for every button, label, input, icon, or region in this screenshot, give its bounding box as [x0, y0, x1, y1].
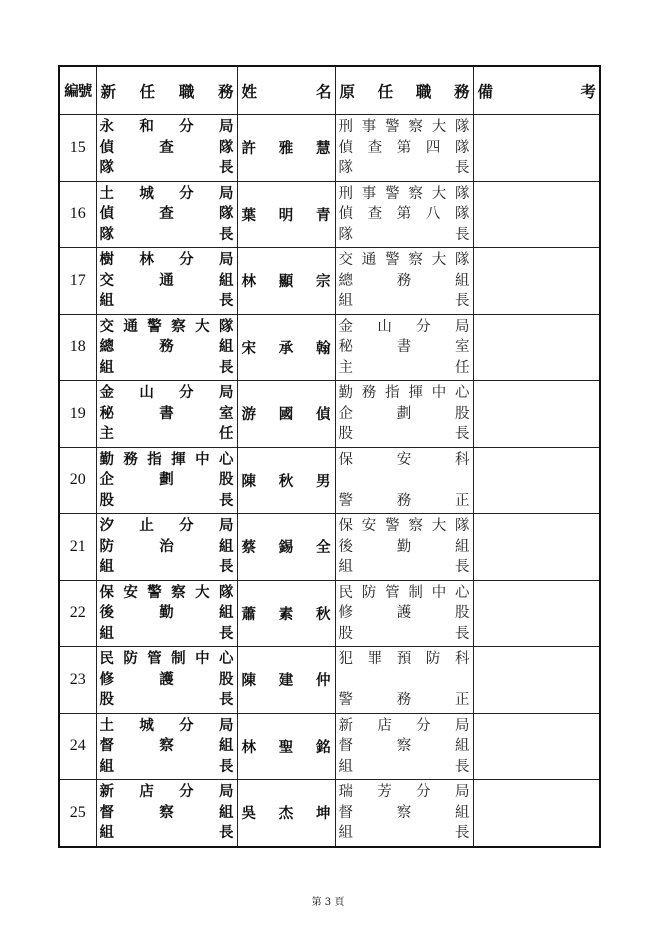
old-position-line: 保 安 科	[338, 451, 470, 468]
remarks-cell	[473, 580, 600, 647]
new-position-line: 督 察 組	[99, 803, 234, 821]
new-position-line: 股 長	[99, 691, 234, 708]
person-name-cell	[237, 381, 335, 448]
remarks-cell	[473, 314, 600, 381]
remarks-cell	[473, 181, 600, 248]
new-position-line: 隊 長	[99, 225, 234, 243]
old-position-line: 民 防 管 制 中 心	[338, 584, 470, 601]
old-position-line	[339, 670, 470, 691]
new-position-line: 民 防 管 制 中 心	[99, 650, 234, 667]
table-row	[59, 181, 600, 248]
person-name-cell	[237, 115, 335, 182]
old-position-line	[339, 470, 470, 491]
old-position-line: 隊 長	[338, 160, 470, 176]
old-position-line: 偵 查 第 四 隊	[338, 139, 470, 156]
old-position	[335, 713, 473, 780]
old-position-line: 勤 務 指 揮 中 心	[338, 385, 470, 401]
row-number: 22	[59, 580, 96, 647]
row-number: 24	[59, 713, 96, 780]
table-row	[59, 713, 600, 780]
remarks-cell	[473, 447, 600, 514]
new-position	[96, 381, 237, 448]
old-position-line: 瑞 芳 分 局	[338, 784, 470, 800]
person-name: 蕭 素 秋	[241, 605, 331, 623]
person-name: 陳 建 仲	[241, 672, 331, 690]
person-name-cell	[237, 447, 335, 514]
old-position-line: 警 務 正	[338, 692, 470, 708]
header-new-position: 新 任 職 務	[96, 66, 237, 115]
old-position-line: 交 通 警 察 大 隊	[338, 252, 470, 268]
old-position	[335, 580, 473, 647]
old-position-line: 組 長	[338, 559, 470, 575]
table-row	[59, 447, 600, 514]
old-position-line: 總 務 組	[338, 272, 470, 289]
remarks-cell	[473, 713, 600, 780]
person-name: 葉 明 青	[241, 206, 331, 224]
header-number: 編 號	[59, 66, 96, 115]
new-position	[96, 580, 237, 647]
header-remarks: 備 考	[473, 66, 600, 115]
old-position-line: 刑 事 警 察 大 隊	[338, 119, 470, 135]
new-position-line: 勤 務 指 揮 中 心	[99, 450, 234, 468]
table-row	[59, 115, 600, 182]
new-position	[96, 181, 237, 248]
old-position-line: 股 長	[338, 426, 470, 442]
remarks-cell	[473, 248, 600, 315]
old-position-line: 犯 罪 預 防 科	[338, 651, 470, 667]
person-name-cell	[237, 181, 335, 248]
old-position-line: 後 勤 組	[338, 538, 470, 555]
old-position-line: 秘 書 室	[338, 339, 470, 355]
new-position-line: 組 長	[99, 624, 234, 642]
table-row	[59, 381, 600, 448]
table-row	[59, 314, 600, 381]
new-position-line: 汐 止 分 局	[99, 517, 234, 534]
new-position-line: 保 安 警 察 大 隊	[99, 583, 234, 601]
new-position-line: 股 長	[99, 491, 234, 509]
new-position-line: 總 務 組	[99, 338, 234, 355]
new-position	[96, 115, 237, 182]
person-name: 吳 杰 坤	[241, 805, 331, 823]
person-name: 林 顯 宗	[241, 273, 331, 291]
old-position	[335, 115, 473, 182]
new-position-line: 隊 長	[99, 159, 234, 176]
old-position-line: 主 任	[338, 359, 470, 376]
row-number: 19	[59, 381, 96, 448]
old-position-line: 組 長	[338, 758, 470, 775]
remarks-cell	[473, 780, 600, 847]
new-position	[96, 780, 237, 847]
new-position-line: 交 通 警 察 大 隊	[99, 317, 234, 335]
new-position-line: 交 通 組	[99, 271, 234, 289]
new-position-line: 樹 林 分 局	[99, 251, 234, 268]
new-position	[96, 514, 237, 581]
new-position-line: 企 劃 股	[99, 471, 234, 488]
new-position-line: 金 山 分 局	[99, 384, 234, 401]
person-name-cell	[237, 713, 335, 780]
page-number: 第 3 頁	[311, 897, 345, 908]
person-name-cell	[237, 248, 335, 315]
new-position	[96, 647, 237, 714]
old-position-line: 組 長	[338, 293, 470, 309]
row-number: 18	[59, 314, 96, 381]
header-old-position: 原 任 職 務	[335, 66, 473, 115]
new-position-line: 偵 查 隊	[99, 205, 234, 222]
new-position-line: 防 治 組	[99, 537, 234, 555]
new-position-line: 秘 書 室	[99, 404, 234, 422]
old-position	[335, 780, 473, 847]
new-position-line: 組 長	[99, 358, 234, 376]
old-position-line: 督 察 組	[338, 738, 470, 754]
old-position	[335, 314, 473, 381]
person-name: 宋 承 翰	[241, 339, 331, 357]
new-position	[96, 314, 237, 381]
person-name: 林 聖 銘	[241, 738, 331, 756]
table-row	[59, 580, 600, 647]
old-position-line: 刑 事 警 察 大 隊	[338, 185, 470, 202]
table-row	[59, 514, 600, 581]
old-position	[335, 647, 473, 714]
row-number: 20	[59, 447, 96, 514]
new-position-line: 修 護 股	[99, 670, 234, 688]
new-position-line: 土 城 分 局	[99, 184, 234, 202]
new-position-line: 後 勤 組	[99, 604, 234, 621]
person-name-cell	[237, 514, 335, 581]
row-number: 25	[59, 780, 96, 847]
old-position-line: 保 安 警 察 大 隊	[338, 518, 470, 534]
old-position-line: 股 長	[338, 625, 470, 642]
new-position-line: 主 任	[99, 425, 234, 442]
old-position	[335, 381, 473, 448]
old-position	[335, 248, 473, 315]
new-position-line: 組 長	[99, 558, 234, 575]
old-position-line: 偵 查 第 八 隊	[338, 206, 470, 222]
new-position-line: 組 長	[99, 757, 234, 775]
new-position-line: 土 城 分 局	[99, 716, 234, 734]
person-name-cell	[237, 580, 335, 647]
old-position-line: 組 長	[338, 825, 470, 841]
table-row	[59, 248, 600, 315]
table-body	[59, 115, 600, 847]
person-name-cell	[237, 647, 335, 714]
new-position	[96, 447, 237, 514]
header-name: 姓 名	[237, 66, 335, 115]
old-position-line: 督 察 組	[338, 804, 470, 821]
remarks-cell	[473, 115, 600, 182]
old-position-line: 金 山 分 局	[338, 318, 470, 335]
new-position-line: 督 察 組	[99, 737, 234, 754]
old-position-line: 修 護 股	[338, 605, 470, 621]
personnel-table	[58, 65, 601, 848]
row-number: 15	[59, 115, 96, 182]
new-position	[96, 248, 237, 315]
remarks-cell	[473, 381, 600, 448]
person-name: 蔡 錫 全	[241, 539, 331, 557]
old-position-line: 新 店 分 局	[338, 717, 470, 734]
new-position-line: 偵 查 隊	[99, 138, 234, 156]
old-position	[335, 447, 473, 514]
table-row	[59, 647, 600, 714]
person-name-cell	[237, 780, 335, 847]
new-position	[96, 713, 237, 780]
remarks-cell	[473, 647, 600, 714]
old-position-line: 企 劃 股	[338, 405, 470, 422]
row-number: 17	[59, 248, 96, 315]
person-name-cell	[237, 314, 335, 381]
old-position-line: 隊 長	[338, 226, 470, 243]
person-name: 游 國 偵	[241, 406, 331, 424]
row-number: 23	[59, 647, 96, 714]
new-position-line: 組 長	[99, 292, 234, 309]
old-position	[335, 514, 473, 581]
old-position-line: 警 務 正	[338, 492, 470, 509]
old-position	[335, 181, 473, 248]
remarks-cell	[473, 514, 600, 581]
new-position-line: 組 長	[99, 824, 234, 841]
table-header-row	[59, 66, 600, 115]
person-name: 許 雅 慧	[241, 140, 331, 158]
table-row	[59, 780, 600, 847]
new-position-line: 永 和 分 局	[99, 118, 234, 135]
row-number: 21	[59, 514, 96, 581]
person-name: 陳 秋 男	[241, 472, 331, 490]
row-number: 16	[59, 181, 96, 248]
new-position-line: 新 店 分 局	[99, 783, 234, 800]
